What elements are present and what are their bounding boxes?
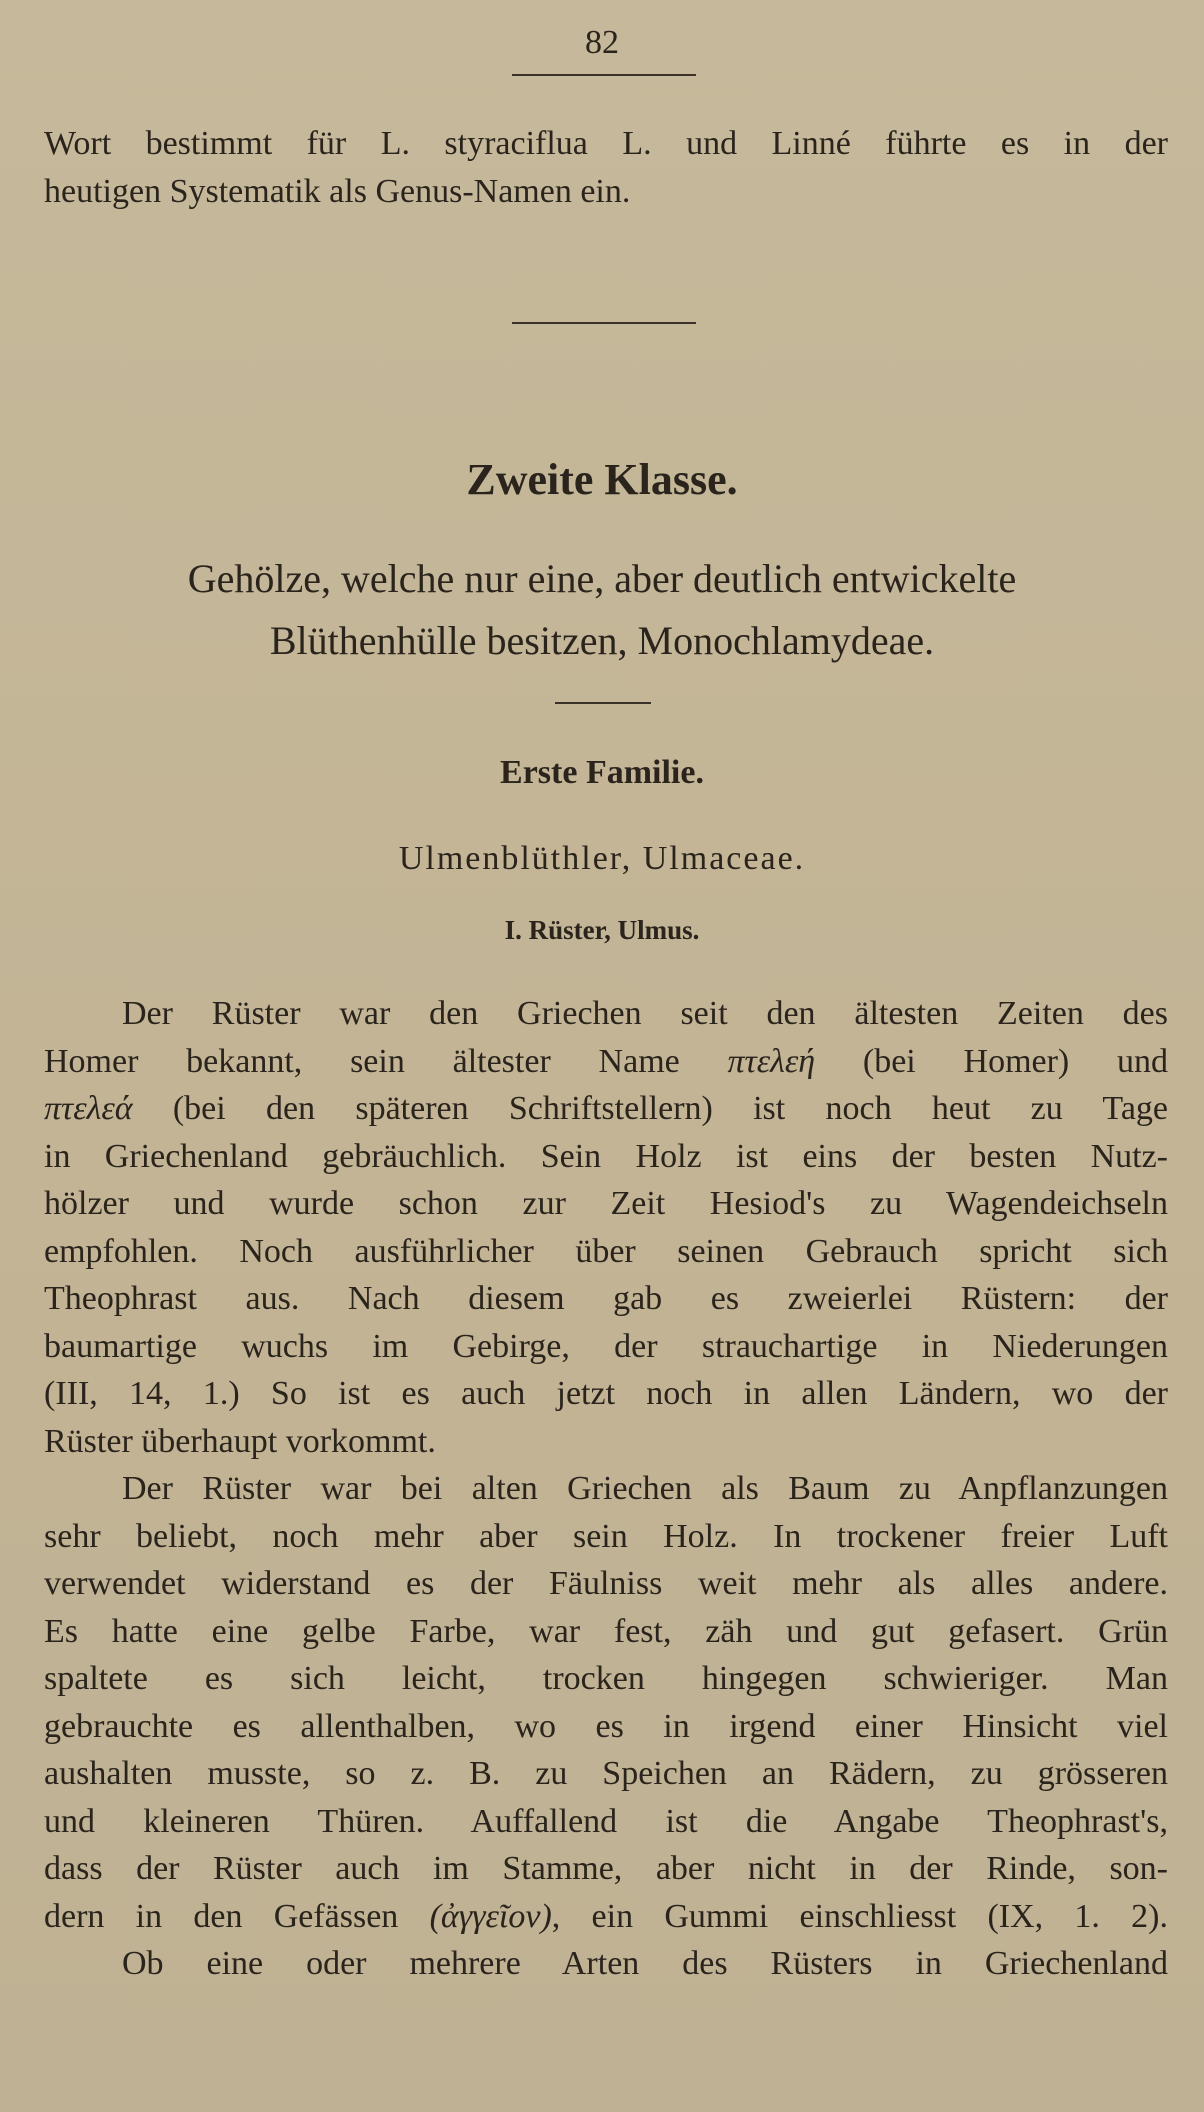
text-segment: , ein Gummi einschliesst (IX, 1. 2).	[551, 1897, 1168, 1935]
text-segment: Homer bekannt, sein ältester Name	[44, 1042, 680, 1080]
paragraph-2	[44, 1465, 1168, 1940]
text-line: aushalten musste, so z. B. zu Speichen an Rädern, zu grösseren	[44, 1755, 1168, 1792]
text-line: Rüster überhaupt vorkommt.	[44, 1422, 436, 1460]
text-line: verwendet widerstand es der Fäulniss weit mehr als alles andere.	[44, 1565, 1168, 1602]
text-line: und kleineren Thüren. Auffallend ist die Angabe Theophrast's,	[44, 1802, 1168, 1840]
paragraph-3	[44, 1940, 1168, 1988]
greek-word: πτελεά	[44, 1090, 133, 1127]
header-rule	[512, 74, 696, 76]
text-line: Es hatte eine gelbe Farbe, war fest, zäh und gut gefasert. Grün	[44, 1612, 1168, 1650]
text-line	[44, 1038, 1168, 1086]
genus-heading: I. Rüster, Ulmus.	[504, 915, 700, 945]
intro-paragraph	[44, 120, 1168, 215]
class-description-line-2: Blüthenhülle besitzen, Monochlamydeae.	[269, 618, 935, 663]
text-segment: (bei Homer) und	[862, 1042, 1169, 1080]
text-line: (III, 14, 1.) So ist es auch jetzt noch in allen Ländern, wo der	[44, 1375, 1168, 1412]
text-line	[44, 1893, 1168, 1941]
text-line: Der Rüster war den Griechen seit den ältesten Zeiten des	[122, 995, 1168, 1032]
family-divider	[555, 702, 651, 704]
greek-word: πτελεή	[727, 1042, 816, 1080]
greek-word: (ἀγγεῖον)	[429, 1897, 552, 1935]
text-line: baumartige wuchs im Gebirge, der strauchartige in Niederungen	[44, 1327, 1168, 1365]
text-line: Wort bestimmt für L. styraciflua L. und Linné führte es in der	[44, 125, 1168, 162]
text-line	[44, 1085, 1168, 1133]
class-heading: Zweite Klasse.	[466, 455, 738, 504]
family-name: Ulmenblüthler, Ulmaceae.	[398, 840, 806, 877]
text-line: heutigen Systematik als Genus-Namen ein.	[44, 172, 631, 210]
text-line: gebrauchte es allenthalben, wo es in irgend einer Hinsicht viel	[44, 1707, 1168, 1745]
paragraph-1	[44, 990, 1168, 1465]
text-line: Theophrast aus. Nach diesem gab es zweierlei Rüstern: der	[44, 1280, 1168, 1317]
text-line: Ob eine oder mehrere Arten des Rüsters in Griechenland	[122, 1945, 1168, 1982]
text-line: sehr beliebt, noch mehr aber sein Holz. In trockener freier Luft	[44, 1517, 1168, 1555]
text-line: Der Rüster war bei alten Griechen als Baum zu Anpflanzungen	[122, 1470, 1168, 1507]
text-line: spaltete es sich leicht, trocken hingegen schwieriger. Man	[44, 1660, 1168, 1697]
family-heading: Erste Familie.	[500, 754, 704, 791]
text-line: in Griechenland gebräuchlich. Sein Holz ist eins der besten Nutz-	[44, 1137, 1168, 1175]
text-segment: dern in den Gefässen	[44, 1897, 399, 1935]
page-number: 82	[585, 24, 619, 61]
section-divider	[512, 322, 696, 324]
text-line: dass der Rüster auch im Stamme, aber nicht in der Rinde, son-	[44, 1850, 1168, 1887]
text-line: hölzer und wurde schon zur Zeit Hesiod's zu Wagendeichseln	[44, 1185, 1168, 1222]
class-description-line-1: Gehölze, welche nur eine, aber deutlich entwickelte	[187, 556, 1017, 601]
text-line: empfohlen. Noch ausführlicher über seinen Gebrauch spricht sich	[44, 1232, 1168, 1270]
text-segment: (bei den späteren Schriftstellern) ist noch heut zu Tage	[172, 1090, 1169, 1127]
